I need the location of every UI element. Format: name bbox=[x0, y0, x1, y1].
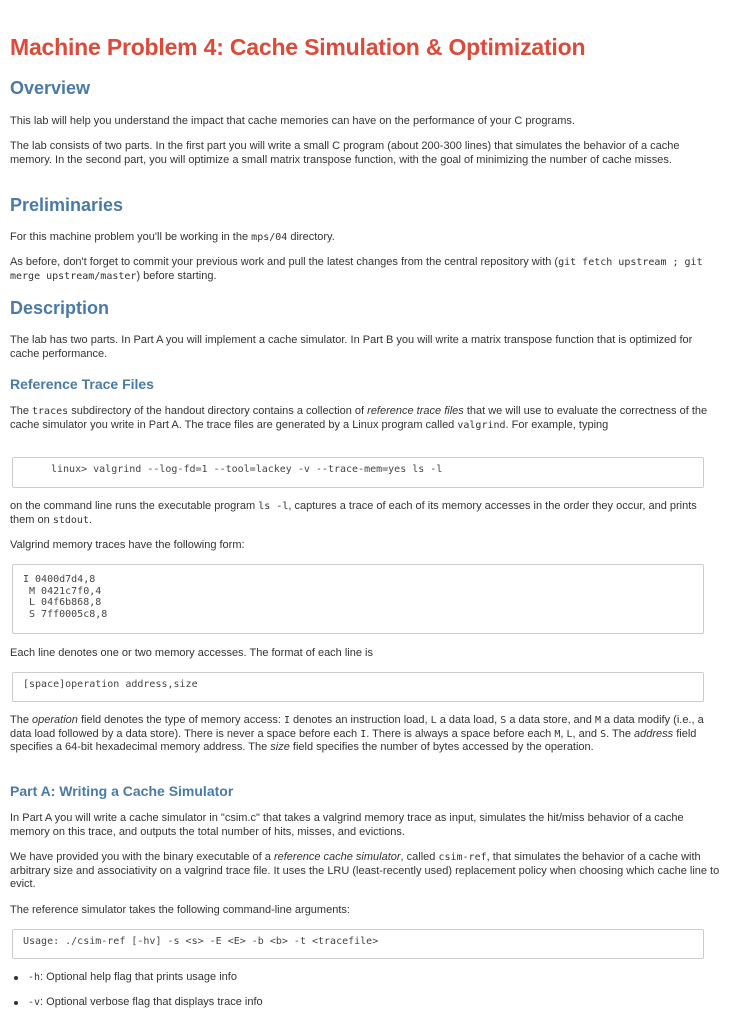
heading-reference-trace-files: Reference Trace Files bbox=[10, 376, 154, 392]
heading-description: Description bbox=[10, 298, 110, 318]
trace-files-paragraph-1: The traces subdirectory of the handout directory contains a collection of reference trace files that we will use to evaluate the correctness of the cache simulator you write in Part A. The trace files are generated by a Linux program called valgrind. For example, typing bbox=[10, 405, 708, 431]
options-list bbox=[10, 971, 263, 1009]
description-paragraph-1: The lab has two parts. In Part A you will implement a cache simulator. In Part B you will write a matrix transpose function that is optimized for cache performance. bbox=[10, 334, 693, 360]
trace-files-paragraph-4: Each line denotes one or two memory accesses. The format of each line is bbox=[10, 647, 373, 659]
trace-example-block bbox=[12, 564, 704, 634]
usage-block: Usage: ./csim-ref [-hv] -s <s> -E <E> -b <b> -t <tracefile> bbox=[12, 929, 704, 959]
overview-paragraph-2: The lab consists of two parts. In the first part you will write a small C program (about 200-300 lines) that simulates the behavior of a cache memory. In the second part, you will optimize a small matrix transpose function, with the goal of minimizing the number of cache misses. bbox=[10, 140, 680, 166]
list-item: -v: Optional verbose flag that displays trace info bbox=[10, 996, 263, 1010]
overview-paragraph-1: This lab will help you understand the impact that cache memories can have on the performance of your C programs. bbox=[10, 115, 575, 127]
part-a-paragraph-2: We have provided you with the binary executable of a reference cache simulator, called csim-ref, that simulates the behavior of a cache with arbitrary size and associativity on a valgrind trace file. It uses the LRU (least-recently used) replacement policy when choosing which cache line to evict. bbox=[10, 851, 720, 890]
trace-line: M 0421c7f0,4 bbox=[23, 585, 102, 597]
part-a-paragraph-1: In Part A you will write a cache simulator in "csim.c" that takes a valgrind memory trace as input, simulates the hit/miss behavior of a cache memory on this trace, and outputs the total number of hits, misses, and evictions. bbox=[10, 812, 684, 838]
heading-part-a: Part A: Writing a Cache Simulator bbox=[10, 783, 234, 799]
trace-format-block: [space]operation address,size bbox=[12, 672, 704, 702]
trace-line: L 04f6b868,8 bbox=[23, 597, 102, 608]
preliminaries-paragraph-1: For this machine problem you'll be working in the mps/04 directory. bbox=[10, 231, 335, 243]
trace-line: S 7ff0005c8,8 bbox=[23, 608, 108, 620]
trace-files-paragraph-2: on the command line runs the executable program ls -l, captures a trace of each of its memory accesses in the order they occur, and prints them on stdout. bbox=[10, 500, 697, 526]
trace-files-paragraph-3: Valgrind memory traces have the following form: bbox=[10, 539, 245, 551]
list-item: -h: Optional help flag that prints usage info bbox=[10, 971, 263, 985]
bullet-icon bbox=[14, 1001, 18, 1005]
trace-line: I 0400d7d4,8 bbox=[23, 574, 96, 585]
page-title: Machine Problem 4: Cache Simulation & Optimization bbox=[10, 34, 586, 60]
bullet-icon bbox=[14, 976, 18, 980]
trace-files-paragraph-5: The operation field denotes the type of memory access: I denotes an instruction load, L a data load, S a data store, and M a data modify (i.e., a data load followed by a data store). There is never a space before each I. There is always a space before each M, L, and S. The address field specifies a 64-bit hexadecimal memory address. The size field specifies the number of bytes accessed by the operation. bbox=[10, 714, 704, 753]
valgrind-command-block: linux> valgrind --log-fd=1 --tool=lackey -v --trace-mem=yes ls -l bbox=[12, 457, 704, 488]
heading-preliminaries: Preliminaries bbox=[10, 195, 124, 215]
part-a-paragraph-3: The reference simulator takes the following command-line arguments: bbox=[10, 904, 350, 916]
preliminaries-paragraph-2: As before, don't forget to commit your previous work and pull the latest changes from the central repository with (git fetch upstream ; git merge upstream/master) before starting. bbox=[10, 256, 703, 282]
heading-overview: Overview bbox=[10, 78, 91, 98]
